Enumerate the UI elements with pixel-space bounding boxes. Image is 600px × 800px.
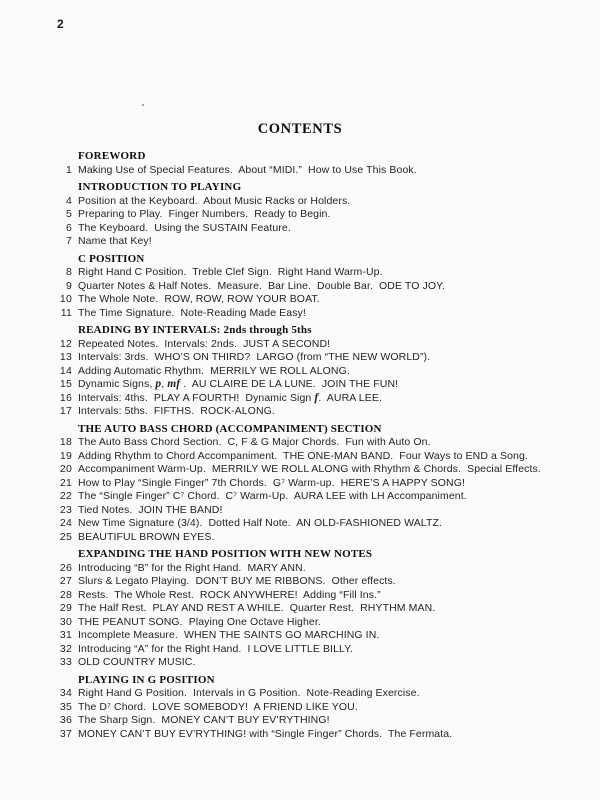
- toc-entry-page-number: 1: [65, 163, 72, 176]
- toc-entry: [56, 504, 586, 518]
- toc-entry-text-part: The Auto Bass Chord Section. C, F & G Major Chords. Fun with Auto On.: [78, 436, 431, 448]
- toc-entry: [56, 338, 586, 352]
- toc-entry-text-part: The Sharp Sign. MONEY CAN’T BUY EV’RYTHING!: [78, 714, 330, 726]
- toc-entry-text-part: Right Hand C Position. Treble Clef Sign. Right Hand Warm-Up.: [78, 266, 383, 278]
- toc-entry-text-part: . AURA LEE.: [318, 391, 382, 404]
- toc-entry-text: [78, 687, 420, 701]
- toc-entry-page-number: 14: [59, 364, 72, 377]
- toc-entry: [56, 562, 586, 576]
- section-heading: THE AUTO BASS CHORD (ACCOMPANIMENT) SECTION: [78, 422, 382, 435]
- toc-entry: [56, 687, 586, 701]
- toc-entry-page-number: 30: [59, 615, 72, 628]
- toc-entry-text: [78, 307, 306, 321]
- toc-entry: [56, 531, 586, 545]
- toc-entry-text: [78, 643, 353, 657]
- toc-entry-text-part: Quarter Notes & Half Notes. Measure. Bar Line. Double Bar. ODE TO JOY.: [78, 279, 445, 292]
- toc-entry-page-number: 36: [59, 714, 72, 726]
- toc-entry-page-number: 23: [59, 503, 72, 516]
- toc-entry-page-number: 6: [65, 221, 72, 234]
- toc-entry-text-part: The D⁷ Chord. LOVE SOMEBODY! A FRIEND LIKE YOU.: [78, 700, 358, 713]
- toc-entry-text: [78, 351, 430, 365]
- toc-entry-text-part: Slurs & Legato Playing. DON’T BUY ME RIBBONS. Other effects.: [78, 575, 396, 587]
- toc-entry-text-part: BEAUTIFUL BROWN EYES.: [78, 530, 215, 543]
- toc-entry-text-part: Adding Rhythm to Chord Accompaniment. THE ONE-MAN BAND. Four Ways to END a Song.: [78, 449, 528, 462]
- section-heading: C POSITION: [78, 252, 145, 265]
- toc-entry: [56, 280, 586, 294]
- toc-entry-page-number: 21: [59, 476, 72, 489]
- toc-entry-text-part: The Whole Note. ROW, ROW, ROW YOUR BOAT.: [78, 293, 320, 305]
- toc-entry-text: [78, 616, 321, 630]
- toc-entry-text-part: MONEY CAN’T BUY EV’RYTHING! with “Single Finger” Chords. The Fermata.: [78, 727, 453, 740]
- section-heading: INTRODUCTION TO PLAYING: [78, 181, 242, 193]
- toc-entry: [56, 195, 586, 209]
- toc-entry-text: [78, 531, 214, 545]
- toc-entry: [56, 463, 586, 477]
- toc-entry: [56, 235, 586, 249]
- toc-entry: [56, 575, 586, 589]
- toc-entry-text: [78, 222, 291, 236]
- section-heading: EXPANDING THE HAND POSITION WITH NEW NOTES: [78, 548, 373, 560]
- toc-entry-text: [78, 378, 398, 392]
- toc-entry-text: [78, 392, 382, 406]
- section-heading: READING BY INTERVALS: 2nds through 5ths: [78, 324, 312, 336]
- toc-entry: [56, 643, 586, 657]
- toc-entry: [56, 266, 586, 280]
- toc-entry-page-number: 15: [59, 378, 72, 390]
- toc-entry-text-part: Repeated Notes. Intervals: 2nds. JUST A SECOND!: [78, 337, 331, 350]
- toc-entry-text: [78, 477, 465, 491]
- toc-entry: [56, 728, 586, 742]
- toc-entry: [56, 436, 586, 450]
- toc-entry-page-number: 11: [60, 306, 72, 319]
- toc-entry-text: [78, 450, 528, 464]
- toc-entry-page-number: 10: [59, 293, 72, 305]
- toc-entry-text-part: New Time Signature (3/4). Dotted Half Note. AN OLD-FASHIONED WALTZ.: [78, 517, 443, 529]
- toc-entry-text: [78, 235, 152, 249]
- toc-entry: [56, 405, 586, 419]
- toc-entry: [56, 616, 586, 630]
- dynamic-sign: f: [314, 391, 319, 404]
- toc-entry-text-part: Position at the Keyboard. About Music Racks or Holders.: [78, 194, 351, 207]
- toc-entry-page-number: 34: [59, 687, 72, 699]
- toc-entry-text-part: The Time Signature. Note-Reading Made Easy!: [78, 306, 306, 319]
- toc-entry-text-part: The “Single Finger” C⁷ Chord. C⁷ Warm-Up. AURA LEE with LH Accompaniment.: [78, 490, 467, 502]
- toc-entry-text: [78, 293, 320, 307]
- toc-entry: [56, 307, 586, 321]
- toc-entry-text-part: Right Hand G Position. Intervals in G Position. Note-Reading Exercise.: [78, 687, 420, 699]
- toc-entry-text-part: Accompaniment Warm-Up. MERRILY WE ROLL ALONG with Rhythm & Chords. Special Effects.: [78, 463, 541, 475]
- toc-entry-text: [78, 656, 196, 670]
- toc-entry-page-number: 9: [65, 279, 72, 292]
- toc-entry-text-part: ,: [161, 378, 168, 390]
- toc-entry-text-part: THE PEANUT SONG. Playing One Octave Higher.: [78, 615, 321, 628]
- toc-entry: [56, 293, 586, 307]
- page-number: 2: [57, 17, 64, 31]
- toc-entry: [56, 222, 586, 236]
- toc-entry: [56, 365, 586, 379]
- toc-entry-text: [78, 629, 379, 643]
- toc-entry-text: [78, 365, 350, 379]
- toc-entry-text: [78, 164, 417, 178]
- toc-entry-text-part: The Keyboard. Using the SUSTAIN Feature.: [78, 221, 291, 234]
- toc-entry-text: [78, 436, 431, 450]
- toc-entry-text-part: Name that Key!: [78, 235, 152, 247]
- toc-entry-text: [78, 490, 467, 504]
- toc-entry-text-part: Intervals: 4ths. PLAY A FOURTH! Dynamic Sign: [78, 391, 315, 404]
- toc-entry: [56, 490, 586, 504]
- toc-entry-text-part: Intervals: 5ths. FIFTHS. ROCK-ALONG.: [78, 405, 275, 417]
- toc-entry-page-number: 19: [59, 449, 72, 462]
- toc-entry-page-number: 26: [59, 561, 72, 574]
- toc-entry-text: [78, 602, 435, 616]
- toc-entry-page-number: 35: [59, 700, 72, 713]
- toc-entry: [56, 378, 586, 392]
- toc-entry-text-part: Introducing “A” for the Right Hand. I LOVE LITTLE BILLY.: [78, 642, 353, 655]
- toc-entry-page-number: 8: [65, 266, 72, 278]
- toc-entry-text: [78, 280, 445, 294]
- toc-entry-text: [78, 517, 442, 531]
- toc-entry-text-part: Incomplete Measure. WHEN THE SAINTS GO MARCHING IN.: [78, 629, 380, 641]
- toc-entry-text-part: The Half Rest. PLAY AND REST A WHILE. Quarter Rest. RHYTHM MAN.: [78, 602, 436, 614]
- toc-entry-text: [78, 589, 381, 603]
- toc-entry-page-number: 17: [59, 405, 72, 417]
- toc-entry: [56, 602, 586, 616]
- toc-entry: [56, 656, 586, 670]
- toc-entry-text: [78, 575, 396, 589]
- toc-entry-text: [78, 405, 275, 419]
- toc-entry-text-part: . AU CLAIRE DE LA LUNE. JOIN THE FUN!: [180, 378, 399, 390]
- dynamic-sign: p: [155, 378, 162, 390]
- toc-entry: [56, 517, 586, 531]
- toc-entry-text-part: Intervals: 3rds. WHO’S ON THIRD? LARGO (from “THE NEW WORLD”).: [78, 351, 431, 363]
- toc-entry-page-number: 18: [59, 436, 72, 448]
- toc-entry: [56, 714, 586, 728]
- toc-entry-page-number: 16: [59, 391, 72, 404]
- toc-entry-text: [78, 266, 383, 280]
- toc-entry-page-number: 37: [59, 727, 72, 740]
- toc-entry-text-part: Tied Notes. JOIN THE BAND!: [78, 503, 223, 516]
- toc-entry-text: [78, 208, 330, 222]
- toc-entry: [56, 450, 586, 464]
- toc-entry-page-number: 25: [59, 530, 72, 543]
- toc-entry-text-part: Introducing “B” for the Right Hand. MARY ANN.: [78, 561, 306, 574]
- toc-entry-page-number: 20: [59, 463, 72, 475]
- toc-entry-page-number: 27: [59, 575, 72, 587]
- toc-entry: [56, 629, 586, 643]
- toc-entry-page-number: 13: [59, 351, 72, 363]
- toc-entry: [56, 208, 586, 222]
- toc-entry-text-part: Dynamic Signs,: [78, 378, 156, 390]
- toc-entry-text-part: How to Play “Single Finger” 7th Chords. G⁷ Warm-up. HERE’S A HAPPY SONG!: [78, 476, 465, 489]
- toc-entry: [56, 701, 586, 715]
- section-heading: FOREWORD: [78, 150, 146, 162]
- toc-entry-text: [78, 714, 330, 728]
- toc-entry-text: [78, 701, 358, 715]
- toc-entry-page-number: 5: [65, 208, 72, 220]
- toc-entry-page-number: 32: [59, 642, 72, 655]
- toc-entry-text-part: Making Use of Special Features. About “MIDI.” How to Use This Book.: [78, 163, 417, 176]
- toc-entry-text: [78, 728, 452, 742]
- toc-entry-text-part: OLD COUNTRY MUSIC.: [78, 656, 196, 668]
- toc-entry-page-number: 12: [59, 337, 72, 350]
- toc-entry-page-number: 4: [65, 194, 72, 207]
- toc-entry-text-part: Preparing to Play. Finger Numbers. Ready to Begin.: [78, 208, 331, 220]
- page-title: CONTENTS: [257, 121, 343, 137]
- toc-entry-page-number: 22: [59, 490, 72, 502]
- toc-entry-text: [78, 195, 350, 209]
- toc-entry-page-number: 28: [59, 588, 72, 601]
- toc-entry: [56, 477, 586, 491]
- toc-entry: [56, 392, 586, 406]
- toc-entry-text-part: Rests. The Whole Rest. ROCK ANYWHERE! Adding “Fill Ins.”: [78, 588, 381, 601]
- toc-entry-page-number: 29: [59, 602, 72, 614]
- toc-entry-text: [78, 504, 223, 518]
- toc-entry-text: [78, 463, 541, 477]
- dynamic-sign: mf: [167, 378, 181, 390]
- toc-entry-text-part: Adding Automatic Rhythm. MERRILY WE ROLL ALONG.: [78, 364, 350, 377]
- toc-entry: [56, 351, 586, 365]
- toc-entry-text: [78, 338, 330, 352]
- toc-entry-page-number: 7: [65, 235, 72, 247]
- toc-entry: [56, 589, 586, 603]
- toc-entry: [56, 164, 586, 178]
- section-heading: PLAYING IN G POSITION: [78, 673, 215, 686]
- toc-entry-text: [78, 562, 306, 576]
- toc-entry-page-number: 24: [59, 517, 72, 529]
- contents-list: [56, 150, 586, 741]
- toc-entry-page-number: 33: [59, 656, 72, 668]
- scan-speck: [142, 104, 144, 106]
- toc-entry-page-number: 31: [59, 629, 72, 641]
